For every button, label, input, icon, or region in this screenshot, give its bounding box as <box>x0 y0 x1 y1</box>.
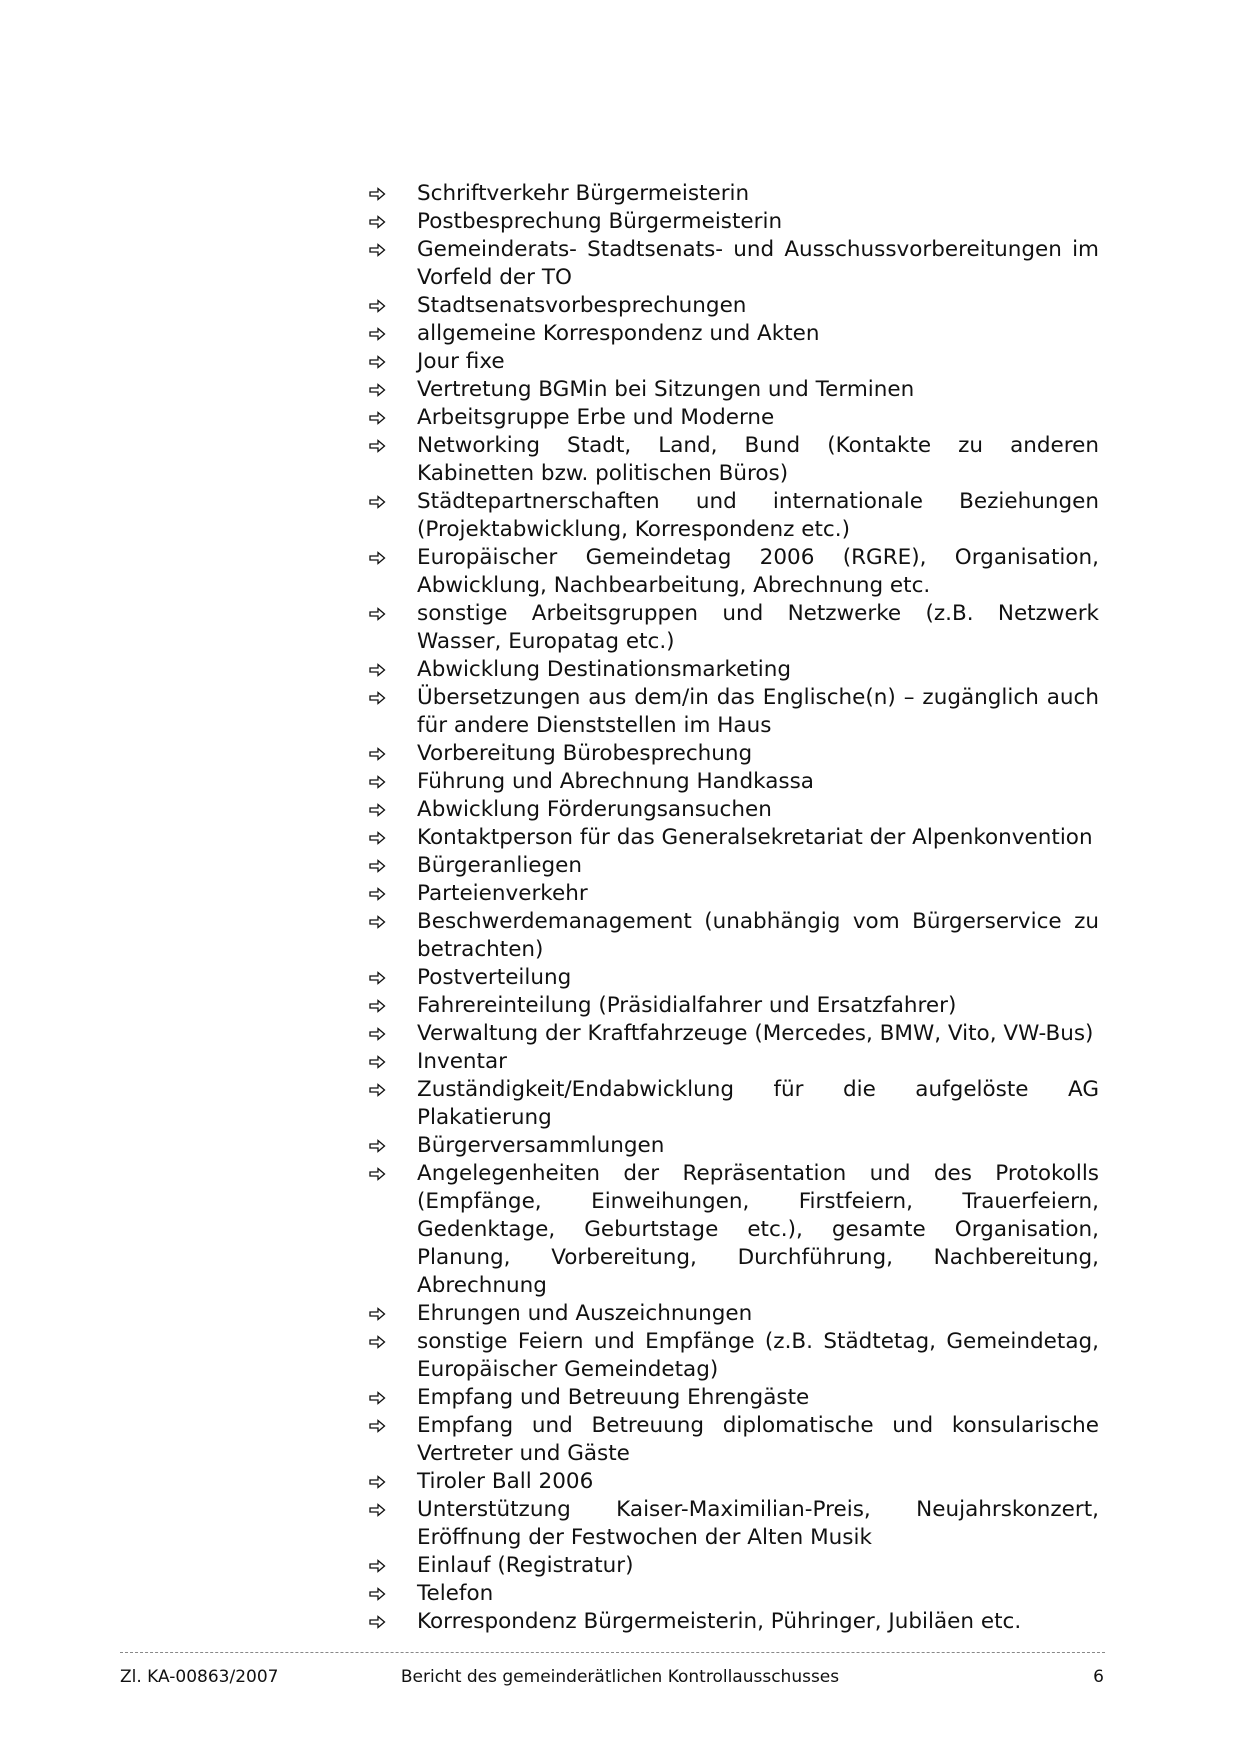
list-item-text: Stadtsenatsvorbesprechungen <box>417 293 747 318</box>
arrow-right-icon <box>369 1587 386 1601</box>
task-list <box>369 180 1099 1636</box>
list-item-text: Bürgerversammlungen <box>417 1133 665 1158</box>
list-item-text: Beschwerdemanagement (unabhängig vom Bürgerservice zu betrachten) <box>417 909 1099 962</box>
list-item-text: Jour fixe <box>417 349 505 374</box>
list-item-text: Städtepartnerschaften und internationale Beziehungen (Projektabwicklung, Korrespondenz etc.) <box>417 489 1099 542</box>
list-item-text: Führung und Abrechnung Handkassa <box>417 769 814 794</box>
list-item <box>369 824 1099 852</box>
list-item-text: Fahrereinteilung (Präsidialfahrer und Ersatzfahrer) <box>417 993 957 1018</box>
list-item <box>369 600 1099 656</box>
list-item-text: Postbesprechung Bürgermeisterin <box>417 209 783 234</box>
arrow-right-icon <box>369 1391 386 1405</box>
list-item-text: Abwicklung Destinationsmarketing <box>417 657 792 682</box>
list-item-text: Networking Stadt, Land, Bund (Kontakte zu anderen Kabinetten bzw. politischen Büros) <box>417 433 1099 486</box>
arrow-right-icon <box>369 327 386 341</box>
arrow-right-icon <box>369 1559 386 1573</box>
list-item-text: Übersetzungen aus dem/in das Englische(n) – zugänglich auch für andere Dienststellen im Haus <box>417 685 1099 738</box>
list-item <box>369 292 1099 320</box>
list-item-text: Zuständigkeit/Endabwicklung für die aufgelöste AG Plakatierung <box>417 1077 1099 1130</box>
arrow-right-icon <box>369 1475 386 1489</box>
arrow-right-icon <box>369 383 386 397</box>
list-item-text: Empfang und Betreuung Ehrengäste <box>417 1385 810 1410</box>
list-item <box>369 684 1099 740</box>
list-item-text: Ehrungen und Auszeichnungen <box>417 1301 753 1326</box>
list-item <box>369 544 1099 600</box>
list-item-text: Bürgeranliegen <box>417 853 583 878</box>
arrow-right-icon <box>369 1027 386 1041</box>
footer-divider <box>120 1652 1105 1653</box>
arrow-right-icon <box>369 1503 386 1517</box>
list-item <box>369 992 1099 1020</box>
arrow-right-icon <box>369 355 386 369</box>
list-item <box>369 1132 1099 1160</box>
list-item <box>369 1300 1099 1328</box>
list-item-text: Angelegenheiten der Repräsentation und des Protokolls (Empfänge, Einweihungen, Firstfeiern, Trauerfeiern, Gedenktage, Geburtstage etc.), gesamte Organisation, Planung, Vorbereitung, Durchführung, Nachbereitung, Abrechnung <box>417 1161 1099 1298</box>
list-item <box>369 1076 1099 1132</box>
list-item-text: Parteienverkehr <box>417 881 588 906</box>
arrow-right-icon <box>369 1335 386 1349</box>
list-item <box>369 1580 1099 1608</box>
list-item <box>369 236 1099 292</box>
list-item <box>369 1160 1099 1300</box>
list-item <box>369 1468 1099 1496</box>
list-item-text: Empfang und Betreuung diplomatische und konsularische Vertreter und Gäste <box>417 1413 1099 1466</box>
arrow-right-icon <box>369 187 386 201</box>
list-item-text: Korrespondenz Bürgermeisterin, Pühringer, Jubiläen etc. <box>417 1609 1022 1634</box>
list-item-text: Gemeinderats- Stadtsenats- und Ausschussvorbereitungen im Vorfeld der TO <box>417 237 1099 290</box>
list-item <box>369 1048 1099 1076</box>
page-number: 6 <box>1093 1667 1104 1687</box>
arrow-right-icon <box>369 551 386 565</box>
footer-title: Bericht des gemeinderätlichen Kontrollausschusses <box>400 1667 840 1687</box>
list-item <box>369 1496 1099 1552</box>
list-item-text: Vertretung BGMin bei Sitzungen und Terminen <box>417 377 915 402</box>
list-item <box>369 880 1099 908</box>
arrow-right-icon <box>369 663 386 677</box>
arrow-right-icon <box>369 915 386 929</box>
list-item-text: Vorbereitung Bürobesprechung <box>417 741 753 766</box>
list-item <box>369 376 1099 404</box>
arrow-right-icon <box>369 775 386 789</box>
arrow-right-icon <box>369 1615 386 1629</box>
arrow-right-icon <box>369 1139 386 1153</box>
list-item <box>369 1412 1099 1468</box>
arrow-right-icon <box>369 495 386 509</box>
list-item-text: sonstige Feiern und Empfänge (z.B. Städtetag, Gemeindetag, Europäischer Gemeindetag) <box>417 1329 1099 1382</box>
list-item <box>369 404 1099 432</box>
list-item <box>369 796 1099 824</box>
list-item <box>369 1328 1099 1384</box>
list-item-text: Kontaktperson für das Generalsekretariat der Alpenkonvention <box>417 825 1093 850</box>
list-item-text: Tiroler Ball 2006 <box>417 1469 594 1494</box>
list-item-text: allgemeine Korrespondenz und Akten <box>417 321 820 346</box>
list-item <box>369 908 1099 964</box>
list-item <box>369 1608 1099 1636</box>
list-item-text: Europäischer Gemeindetag 2006 (RGRE), Organisation, Abwicklung, Nachbearbeitung, Abrechnung etc. <box>417 545 1099 598</box>
list-item <box>369 432 1099 488</box>
list-item <box>369 488 1099 544</box>
list-item-text: Einlauf (Registratur) <box>417 1553 634 1578</box>
list-item <box>369 964 1099 992</box>
arrow-right-icon <box>369 887 386 901</box>
arrow-right-icon <box>369 1083 386 1097</box>
list-item <box>369 1384 1099 1412</box>
arrow-right-icon <box>369 411 386 425</box>
arrow-right-icon <box>369 1419 386 1433</box>
arrow-right-icon <box>369 607 386 621</box>
list-item <box>369 656 1099 684</box>
list-item-text: Arbeitsgruppe Erbe und Moderne <box>417 405 775 430</box>
list-item-text: Verwaltung der Kraftfahrzeuge (Mercedes, BMW, Vito, VW-Bus) <box>417 1021 1094 1046</box>
arrow-right-icon <box>369 299 386 313</box>
arrow-right-icon <box>369 747 386 761</box>
arrow-right-icon <box>369 999 386 1013</box>
list-item <box>369 768 1099 796</box>
list-item-text: sonstige Arbeitsgruppen und Netzwerke (z.B. Netzwerk Wasser, Europatag etc.) <box>417 601 1099 654</box>
arrow-right-icon <box>369 243 386 257</box>
arrow-right-icon <box>369 859 386 873</box>
list-item-text: Inventar <box>417 1049 507 1074</box>
arrow-right-icon <box>369 215 386 229</box>
list-item-text: Telefon <box>417 1581 494 1606</box>
list-item-text: Postverteilung <box>417 965 572 990</box>
arrow-right-icon <box>369 691 386 705</box>
list-item-text: Abwicklung Förderungsansuchen <box>417 797 772 822</box>
arrow-right-icon <box>369 831 386 845</box>
footer-reference: Zl. KA-00863/2007 <box>120 1667 279 1687</box>
list-item <box>369 852 1099 880</box>
list-item <box>369 180 1099 208</box>
arrow-right-icon <box>369 1055 386 1069</box>
arrow-right-icon <box>369 439 386 453</box>
list-item-text: Unterstützung Kaiser-Maximilian-Preis, Neujahrskonzert, Eröffnung der Festwochen der Alten Musik <box>417 1497 1099 1550</box>
list-item <box>369 320 1099 348</box>
list-item-text: Schriftverkehr Bürgermeisterin <box>417 181 750 206</box>
list-item <box>369 1020 1099 1048</box>
list-item <box>369 740 1099 768</box>
list-item <box>369 1552 1099 1580</box>
arrow-right-icon <box>369 803 386 817</box>
arrow-right-icon <box>369 1307 386 1321</box>
list-item <box>369 208 1099 236</box>
arrow-right-icon <box>369 971 386 985</box>
list-item <box>369 348 1099 376</box>
arrow-right-icon <box>369 1167 386 1181</box>
